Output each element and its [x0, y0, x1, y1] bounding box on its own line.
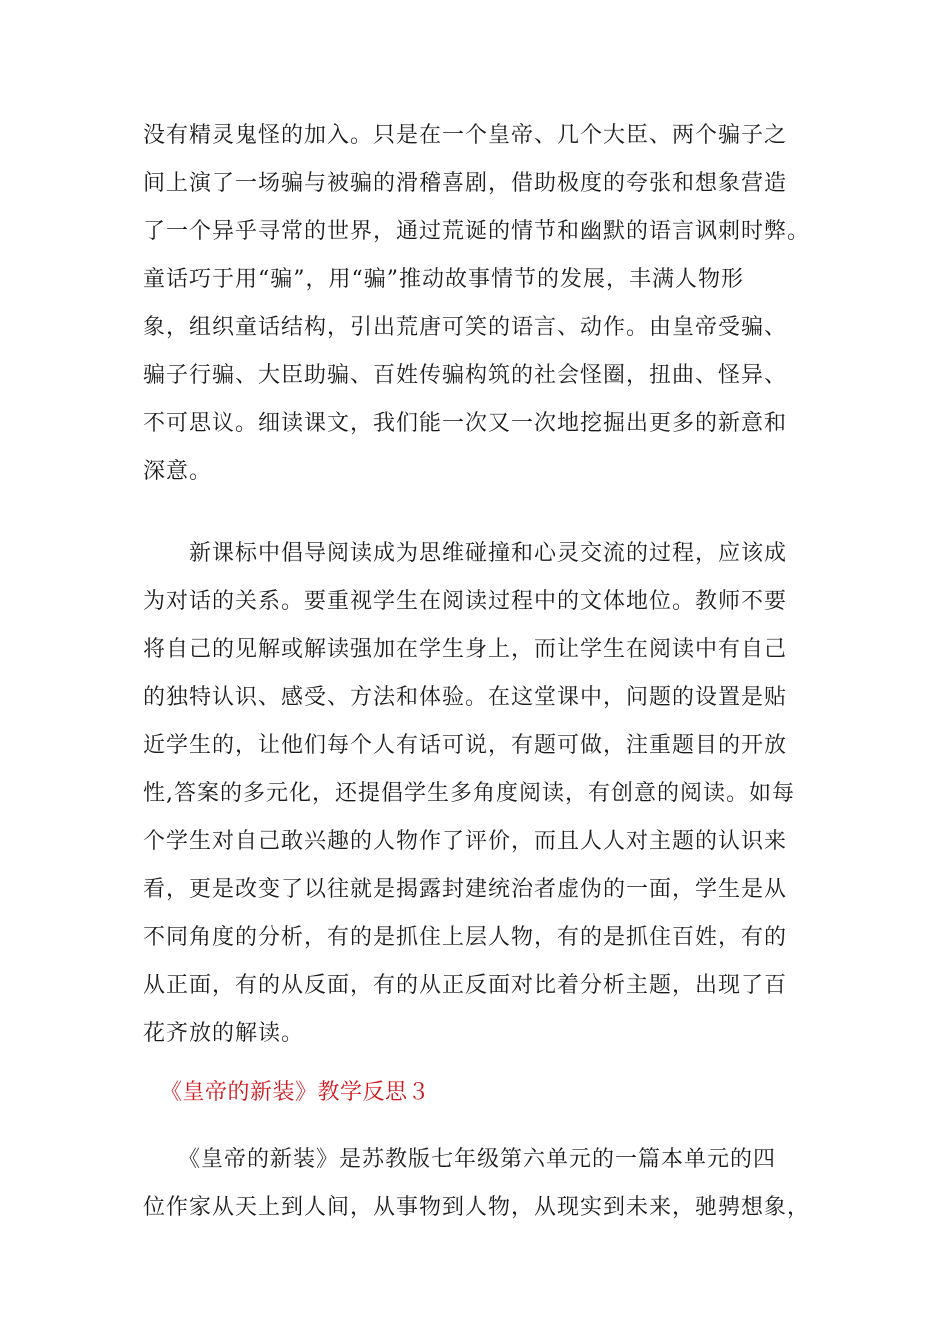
paragraph-line: 看，更是改变了以往就是揭露封建统治者虚伪的一面，学生是从	[143, 877, 788, 902]
paragraph-line: 了一个异乎寻常的世界，通过荒诞的情节和幽默的语言讽刺时弊。	[143, 219, 811, 244]
paragraph-line: 不可思议。细读课文，我们能一次又一次地挖掘出更多的新意和	[143, 411, 788, 436]
paragraph-line: 深意。	[143, 459, 213, 484]
paragraph-line: 位作家从天上到人间，从事物到人物，从现实到未来，驰骋想象，	[143, 1195, 811, 1220]
paragraph-line: 从正面，有的从反面，有的从正反面对比着分析主题，出现了百	[143, 973, 788, 998]
paragraph-line: 个学生对自己敢兴趣的人物作了评价，而且人人对主题的认识来	[143, 829, 788, 854]
paragraph-line: 性,答案的多元化，还提倡学生多角度阅读，有创意的阅读。如每	[143, 781, 795, 806]
paragraph-line: 象，组织童话结构，引出荒唐可笑的语言、动作。由皇帝受骗、	[143, 315, 788, 340]
paragraph-line: 没有精灵鬼怪的加入。只是在一个皇帝、几个大臣、两个骗子之	[143, 123, 788, 148]
paragraph-line: 骗子行骗、大臣助骗、百姓传骗构筑的社会怪圈，扭曲、怪异、	[143, 363, 788, 388]
paragraph-line: 间上演了一场骗与被骗的滑稽喜剧，借助极度的夸张和想象营造	[143, 171, 788, 196]
paragraph-line: 童话巧于用“骗”，用“骗”推动故事情节的发展，丰满人物形	[143, 267, 744, 292]
section-heading: 《皇帝的新装》教学反思３	[160, 1080, 431, 1105]
paragraph-line: 不同角度的分析，有的是抓住上层人物，有的是抓住百姓，有的	[143, 925, 788, 950]
paragraph-line: 将自己的见解或解读强加在学生身上，而让学生在阅读中有自己	[143, 637, 788, 662]
paragraph-3	[143, 1136, 823, 1232]
paragraph-line: 新课标中倡导阅读成为思维碰撞和心灵交流的过程，应该成	[143, 541, 788, 566]
paragraph-2	[143, 530, 823, 1058]
paragraph-line: 近学生的，让他们每个人有话可说，有题可做，注重题目的开放	[143, 733, 788, 758]
paragraph-line: 的独特认识、感受、方法和体验。在这堂课中，问题的设置是贴	[143, 685, 788, 710]
paragraph-1	[143, 112, 823, 496]
paragraph-line: 为对话的关系。要重视学生在阅读过程中的文体地位。教师不要	[143, 589, 788, 614]
paragraph-line: 《皇帝的新装》是苏教版七年级第六单元的一篇本单元的四	[143, 1147, 777, 1172]
paragraph-line: 花齐放的解读。	[143, 1021, 305, 1046]
